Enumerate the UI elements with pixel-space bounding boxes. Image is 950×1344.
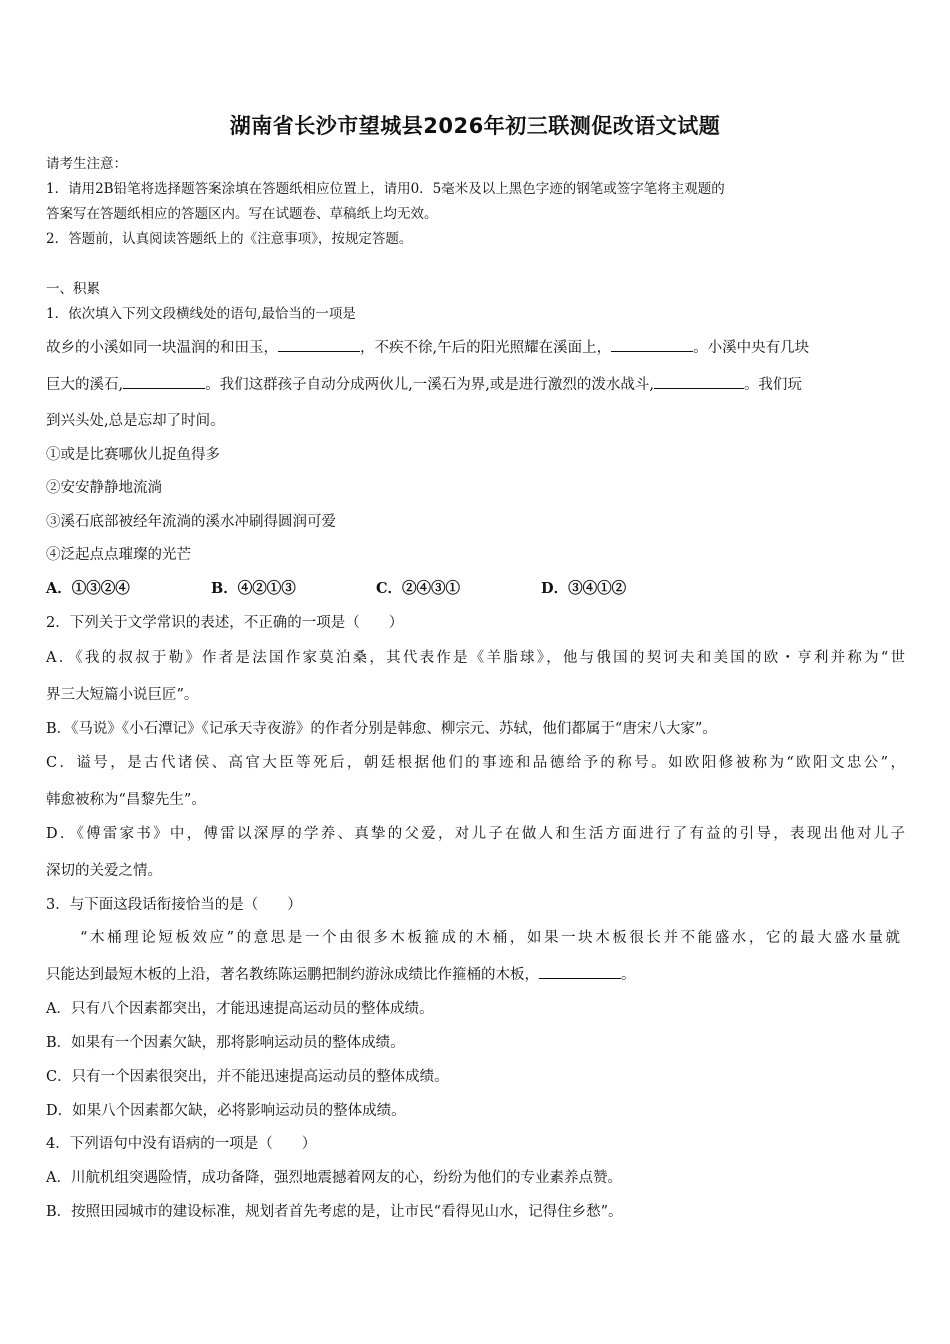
q2-option-d-cont: 深切的关爱之情。 xyxy=(46,863,162,879)
q2-option-c: C．谥号，是古代诸侯、高官大臣等死后，朝廷根据他们的事迹和品德给予的称号。如欧阳修被称为“欧阳文忠公”， xyxy=(46,755,905,771)
section-heading: 一、积累 xyxy=(46,281,100,297)
notice-heading: 请考生注意： xyxy=(46,156,127,172)
q4-option-a: A．川航机组突遇险情，成功备降，强烈地震撼着网友的心，纷纷为他们的专业素养点赞。 xyxy=(46,1170,622,1186)
q1-blank-1 xyxy=(278,338,360,352)
q1-text-c: 。小溪中央有几块 xyxy=(693,340,810,356)
notice-item-2: 2．答题前，认真阅读答题纸上的《注意事项》，按规定答题。 xyxy=(46,231,413,247)
q2-option-a: A．《我的叔叔于勒》作者是法国作家莫泊桑，其代表作是《羊脂球》，他与俄国的契诃夫和美国的欧・亨利并称为“世 xyxy=(46,650,905,666)
q3-blank xyxy=(539,965,621,979)
q1-passage-line-1 xyxy=(46,336,809,357)
q1-sentence-3: ③溪石底部被经年流淌的溪水冲刷得圆润可爱 xyxy=(46,514,336,530)
notice-item-1: 1．请用2B铅笔将选择题答案涂填在答题纸相应位置上，请用0．5毫米及以上黑色字迹的钢笔或签字笔将主观题的 xyxy=(46,181,725,197)
q1-text-d: 巨大的溪石, xyxy=(46,377,124,393)
page-title: 湖南省长沙市望城县2026年初三联测促改语文试题 xyxy=(229,114,721,138)
q2-option-d: D．《傅雷家书》中，傅雷以深厚的学养、真挚的父爱，对儿子在做人和生活方面进行了有益的引导，表现出他对儿子 xyxy=(46,826,905,842)
q1-passage-line-2 xyxy=(46,373,802,394)
q4-stem: 4．下列语句中没有语病的一项是（ ） xyxy=(46,1136,317,1152)
q1-option-c: C．②④③① xyxy=(376,580,461,597)
q3-text-end: 。 xyxy=(621,967,636,983)
q1-text-f: 。我们玩 xyxy=(743,377,802,393)
q2-stem: 2．下列关于文学常识的表述，不正确的一项是（ ） xyxy=(46,615,404,631)
q3-option-c: C．只有一个因素很突出，并不能迅速提高运动员的整体成绩。 xyxy=(46,1069,449,1085)
q1-blank-4 xyxy=(654,375,744,389)
q3-option-d: D．如果八个因素都欠缺，必将影响运动员的整体成绩。 xyxy=(46,1103,406,1119)
q1-text-e: 。我们这群孩子自动分成两伙儿,一溪石为界,或是进行激烈的泼水战斗, xyxy=(205,377,654,393)
q3-option-b: B．如果有一个因素欠缺，那将影响运动员的整体成绩。 xyxy=(46,1035,405,1051)
q2-option-b: B．《马说》《小石潭记》《记承天寺夜游》的作者分别是韩愈、柳宗元、苏轼，他们都属于“唐宋八大家”。 xyxy=(46,721,717,737)
q4-option-b: B．按照田园城市的建设标准，规划者首先考虑的是，让市民“看得见山水，记得住乡愁”。 xyxy=(46,1204,623,1220)
q3-passage-line-2 xyxy=(46,963,636,984)
q3-option-a: A．只有八个因素都突出，才能迅速提高运动员的整体成绩。 xyxy=(46,1001,434,1017)
q3-passage-line-1: “木桶理论短板效应”的意思是一个由很多木板箍成的木桶，如果一块木板很长并不能盛水，它的最大盛水量就 xyxy=(80,930,900,946)
q1-blank-3 xyxy=(123,375,205,389)
q1-blank-2 xyxy=(611,338,693,352)
q1-stem: 1．依次填入下列文段横线处的语句,最恰当的一项是 xyxy=(46,306,356,322)
q1-option-d: D．③④①② xyxy=(541,580,627,597)
q1-text-b: ，不疾不徐,午后的阳光照耀在溪面上， xyxy=(360,340,612,356)
notice-item-1-cont: 答案写在答题纸相应的答题区内。写在试题卷、草稿纸上均无效。 xyxy=(46,206,438,222)
q2-option-a-cont: 界三大短篇小说巨匠”。 xyxy=(46,687,199,703)
q1-option-b: B．④②①③ xyxy=(211,580,296,597)
q2-option-c-cont: 韩愈被称为“昌黎先生”。 xyxy=(46,792,206,808)
q1-sentence-1: ①或是比赛哪伙儿捉鱼得多 xyxy=(46,447,220,463)
q1-passage-line-3: 到兴头处,总是忘却了时间。 xyxy=(46,413,225,429)
q3-text: 只能达到最短木板的上沿，著名教练陈运鹏把制约游泳成绩比作箍桶的木板， xyxy=(46,967,539,983)
q1-text-a: 故乡的小溪如同一块温润的和田玉， xyxy=(46,340,278,356)
q3-stem: 3．与下面这段话衔接恰当的是（ ） xyxy=(46,897,302,913)
q1-sentence-4: ④泛起点点璀璨的光芒 xyxy=(46,547,191,563)
q1-option-a: A．①③②④ xyxy=(46,580,130,597)
q1-sentence-2: ②安安静静地流淌 xyxy=(46,480,162,496)
